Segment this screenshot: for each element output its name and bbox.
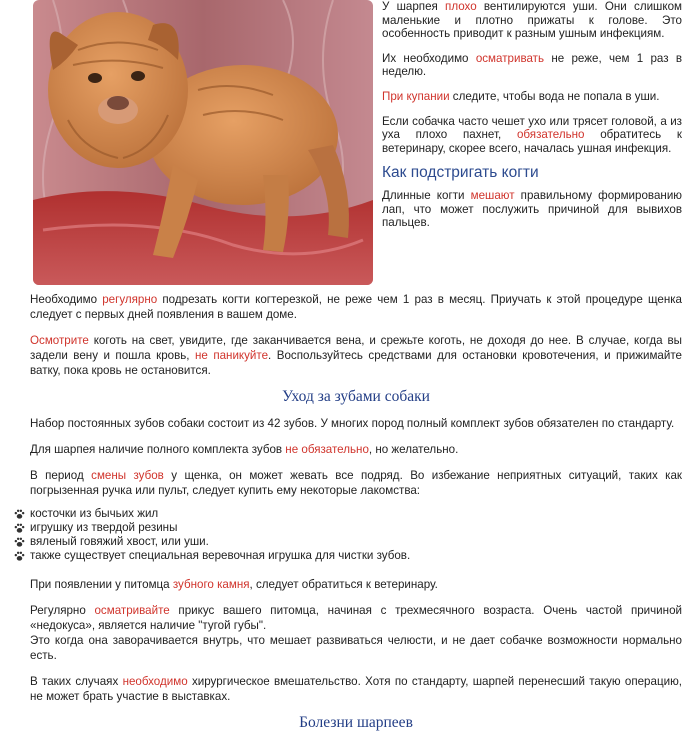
highlight: не обязательно [285,443,369,456]
list-item: также существует специальная веревочная игрушка для чистки зубов. [14,549,682,563]
dog-photo [33,0,373,285]
highlight: При купании [382,89,450,103]
paragraph: Если собачка часто чешет ухо или трясет головой, а из уха плохо пахнет, обязательно обратитесь к ветеринару, скорее всего, началась ушная инфекция. [382,114,682,155]
list-item: косточки из бычьих жил [14,507,682,521]
highlight: мешают [470,188,515,202]
paw-icon [14,551,25,562]
highlight: осматривать [475,51,545,65]
paragraph: В таких случаях необходимо хирургическое вмешательство. Хотя по стандарту, шарпей перенесший такую операцию, не может брать участие в выставках. [30,675,682,703]
paragraph: При купании следите, чтобы вода не попала в уши. [382,89,660,103]
highlight: регулярно [102,293,158,306]
paragraph: Длинные когти мешают правильному формированию лап, что может послужить причиной для вывихов пальцев. [382,188,682,230]
nails-heading: Как подстригать когти [382,164,539,182]
highlight: плохо [445,0,477,13]
highlight: необходимо [122,675,188,688]
highlight: Осмотрите [30,334,89,347]
dog-photo-icon [33,0,373,285]
teeth-heading: Уход за зубами собаки [282,388,430,405]
paragraph: Для шарпея наличие полного комплекта зубов не обязательно, но желательно. [30,443,459,456]
highlight: обязательно [516,128,585,142]
main-text [30,292,682,742]
diseases-heading: Болезни шарпеев [299,714,413,731]
paragraph: При появлении у питомца зубного камня, следует обратиться к ветеринару. [30,578,438,591]
paragraph: Это когда она заворачивается внутрь, что мешает развиваться челюсти, и не дает собачке возможности нормально есть. [30,634,682,662]
highlight: осматривайте [94,604,170,617]
paragraph: Осмотрите коготь на свет, увидите, где заканчивается вена, и срежьте коготь, не доходя до нее. В случае, когда вы задели вену и пошла кровь, не паникуйте. Воспользуйтесь средствами для остановки кровотечения, и прижимайте ватку, пока кровь не остановится. [30,334,682,377]
list-item: игрушку из твердой резины [14,521,682,535]
paragraph: Их необходимо осматривать не реже, чем 1 раз в неделю. [382,51,683,79]
paw-icon [14,509,25,520]
paragraph: У шарпея плохо вентилируются уши. Они слишком маленькие и плотно прижаты к голове. Это особенность приводит к разным ушным инфекциям. [382,0,682,41]
paragraph: В период смены зубов у щенка, он может жевать все подряд. Во избежание неприятных ситуаций, таких как погрызенная ручка или пульт, следует купить ему некоторые лакомства: [30,469,682,497]
ear-care-column [382,0,682,241]
highlight: не паникуйте [195,349,269,362]
list-item: вяленый говяжий хвост, или уши. [14,535,682,549]
paw-icon [14,537,25,548]
highlight: смены зубов [91,469,164,482]
highlight: зубного камня [172,578,250,591]
paragraph: Набор постоянных зубов собаки состоит из 42 зубов. У многих пород полный комплект зубов обязателен по стандарту. [30,417,675,430]
treats-list [14,507,682,563]
paragraph: Необходимо регулярно подрезать когти когтерезкой, не реже чем 1 раз в месяц. Приучать к этой процедуре щенка следует с первых дней появления в вашем доме. [30,293,682,321]
paragraph: Регулярно осматривайте прикус вашего питомца, начиная с трехмесячного возраста. Очень частой причиной «недокуса», является наличие "тугой губы". [30,604,682,632]
paw-icon [14,523,25,534]
